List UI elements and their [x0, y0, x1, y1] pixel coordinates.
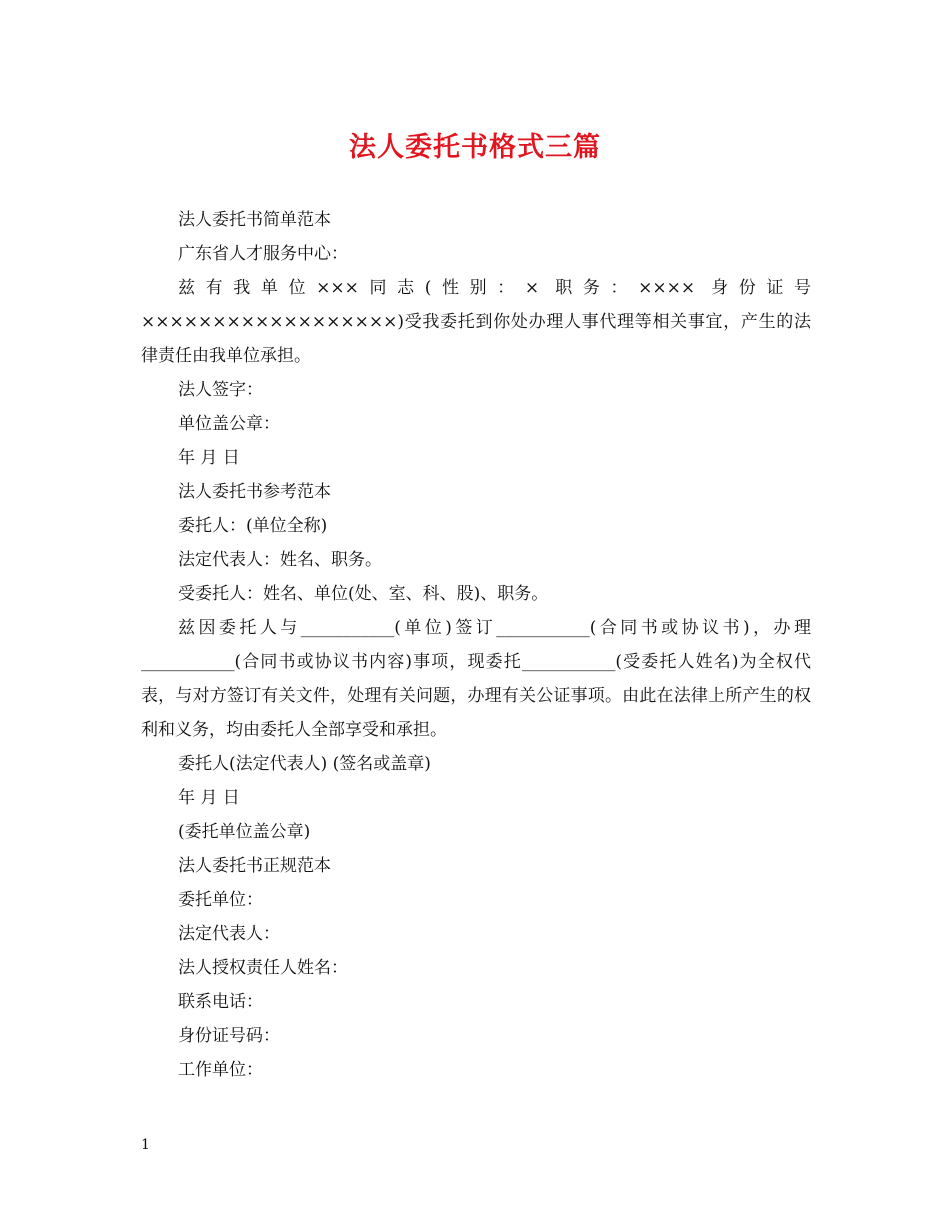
- date-line-2: 年 月 日: [178, 788, 240, 808]
- agent-line: 受委托人：姓名、单位(处、室、科、股)、职务。: [178, 584, 549, 604]
- legal-representative-line: 法定代表人：姓名、职务。: [178, 550, 382, 570]
- work-unit-field: 工作单位：: [178, 1060, 263, 1080]
- authorization-paragraph: 兹有我单位×××同志(性别：× 职务：×××× 身份证号××××××××××××××××××)受我委托到你处办理人事代理等相关事宜，产生的法律责任由我单位承担。: [141, 278, 811, 366]
- section-heading-formal-template: 法人委托书正规范本: [178, 856, 331, 876]
- entrustment-paragraph: 兹因委托人与___________(单位)签订___________(合同书或协议书)，办理___________(合同书或协议书内容)事项，现委托___________(受委托人姓名)为全权代表，与对方签订有关文件，处理有关问题，办理有关公证事项。由此在法律上所产生的权利和义务，均由委托人全部享受和承担。: [141, 618, 811, 740]
- entrusting-unit-seal-line: (委托单位盖公章): [178, 822, 311, 842]
- principal-signature-line: 委托人(法定代表人) (签名或盖章): [178, 754, 431, 774]
- entrusting-unit-field: 委托单位：: [178, 890, 263, 910]
- section-heading-simple-template: 法人委托书简单范本: [178, 210, 331, 230]
- legal-person-signature-line: 法人签字：: [178, 380, 263, 400]
- document-title: 法人委托书格式三篇: [349, 132, 601, 163]
- page-number: 1: [141, 1137, 150, 1153]
- date-line: 年 月 日: [178, 448, 240, 468]
- addressee-line: 广东省人才服务中心：: [178, 244, 348, 264]
- section-heading-reference-template: 法人委托书参考范本: [178, 482, 331, 502]
- id-number-field: 身份证号码：: [178, 1026, 280, 1046]
- document-body: [141, 203, 811, 1087]
- legal-representative-field: 法定代表人：: [178, 924, 280, 944]
- company-seal-line: 单位盖公章：: [178, 414, 280, 434]
- authorized-person-name-field: 法人授权责任人姓名：: [178, 958, 348, 978]
- phone-field: 联系电话：: [178, 992, 263, 1012]
- principal-line: 委托人：(单位全称): [178, 516, 328, 536]
